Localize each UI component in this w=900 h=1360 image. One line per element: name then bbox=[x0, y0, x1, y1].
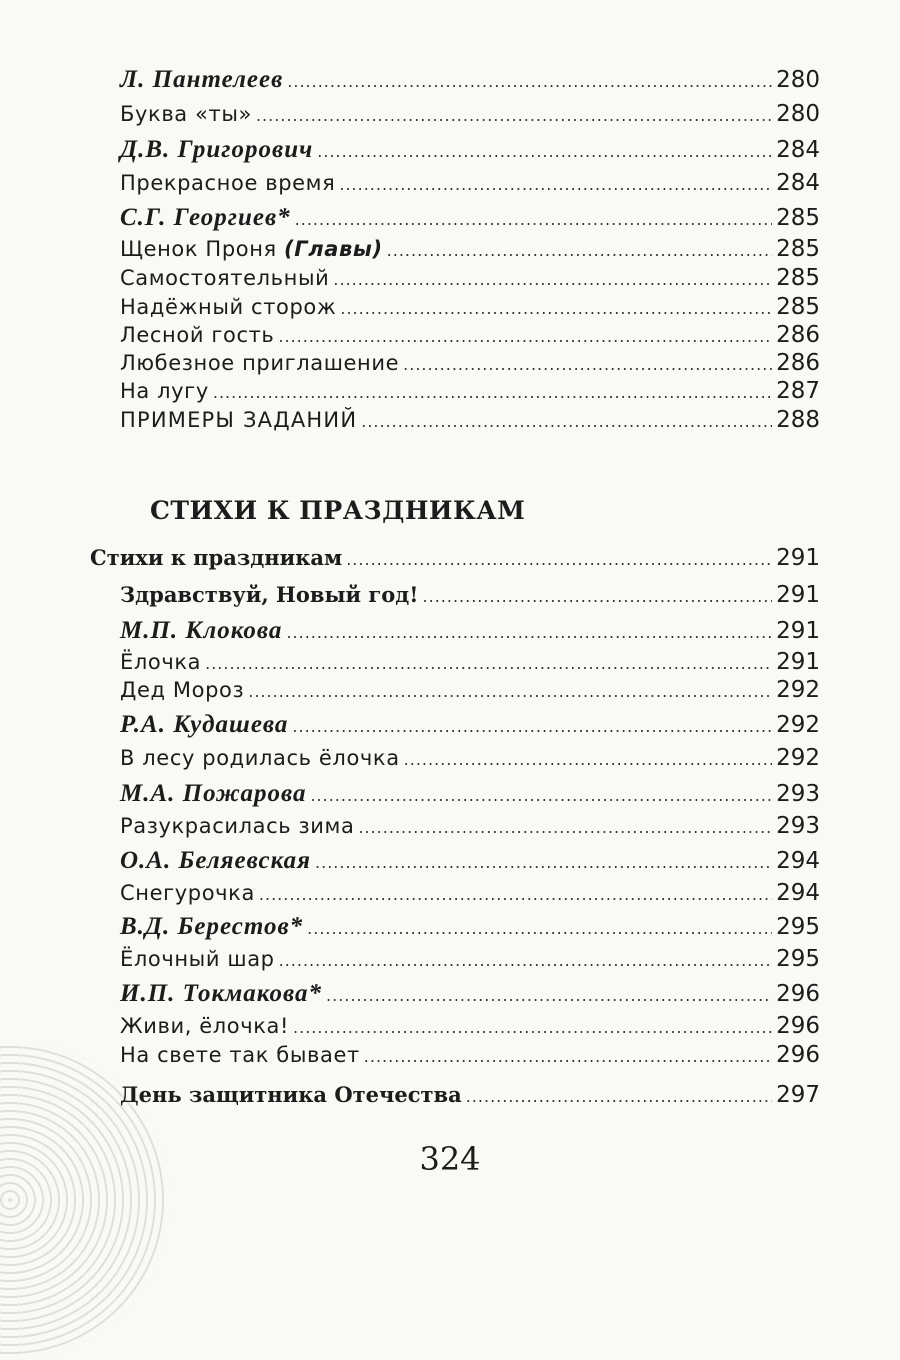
toc-author: И.П. Токмакова* bbox=[120, 980, 323, 1007]
toc-entry bbox=[120, 1082, 820, 1108]
dot-leader bbox=[307, 919, 772, 938]
toc-entry bbox=[120, 322, 820, 348]
toc-author: Л. Пантелеев bbox=[120, 66, 284, 93]
toc-page-number: 285 bbox=[776, 294, 820, 320]
dot-leader bbox=[361, 412, 772, 431]
toc-title: На свете так бывает bbox=[120, 1043, 360, 1067]
toc-title bbox=[120, 237, 383, 261]
dot-leader bbox=[466, 1087, 772, 1106]
dot-leader bbox=[404, 750, 772, 769]
toc-title: Дед Мороз bbox=[120, 678, 245, 702]
dot-leader bbox=[256, 106, 772, 125]
dot-leader bbox=[346, 550, 772, 569]
toc-entry bbox=[120, 649, 820, 675]
toc-entry bbox=[120, 745, 820, 771]
dot-leader bbox=[387, 241, 772, 260]
toc-entry bbox=[120, 1042, 820, 1068]
toc-author: М.А. Пожарова bbox=[120, 780, 307, 807]
toc-entry bbox=[120, 946, 820, 972]
dot-leader bbox=[358, 818, 772, 837]
toc-section: Стихи к праздникам bbox=[90, 545, 343, 570]
toc-title: Ёлочный шар bbox=[120, 947, 275, 971]
toc-author: О.А. Беляевская bbox=[120, 847, 312, 874]
dot-leader bbox=[339, 175, 772, 194]
toc-entry bbox=[120, 204, 820, 232]
toc-page-number: 292 bbox=[776, 677, 820, 703]
toc-page-number: 280 bbox=[776, 101, 820, 127]
toc-entry bbox=[120, 265, 820, 291]
toc-page-number: 296 bbox=[776, 1042, 820, 1068]
toc-title: Разукрасилась зима bbox=[120, 814, 355, 838]
toc-page-number: 295 bbox=[776, 914, 820, 940]
dot-leader bbox=[423, 587, 773, 606]
toc-page-number: 284 bbox=[776, 170, 820, 196]
toc-author: В.Д. Берестов* bbox=[120, 913, 304, 940]
toc-page-number: 296 bbox=[776, 981, 820, 1007]
toc-title-main: Щенок Проня bbox=[120, 237, 277, 261]
dot-leader bbox=[295, 210, 772, 229]
toc-title-note: (Главы) bbox=[284, 237, 383, 261]
dot-leader bbox=[326, 986, 772, 1005]
toc-entry bbox=[120, 350, 820, 376]
toc-entry bbox=[120, 101, 820, 127]
dot-leader bbox=[364, 1047, 772, 1066]
toc-page-number: 285 bbox=[776, 205, 820, 231]
toc-author: С.Г. Георгиев* bbox=[120, 204, 291, 231]
dot-leader bbox=[292, 717, 772, 736]
toc-entry bbox=[120, 407, 820, 433]
toc-title: Снегурочка bbox=[120, 881, 255, 905]
toc-page-number: 286 bbox=[776, 322, 820, 348]
page-number: 324 bbox=[419, 1140, 481, 1178]
toc-page-number: 291 bbox=[776, 545, 820, 571]
toc-author: М.П. Клокова bbox=[120, 617, 283, 644]
toc-entry bbox=[120, 378, 820, 404]
toc-title: Лесной гость bbox=[120, 323, 275, 347]
toc-page-number: 288 bbox=[776, 407, 820, 433]
dot-leader bbox=[279, 951, 772, 970]
toc-page-number: 284 bbox=[776, 137, 820, 163]
toc-page-number: 293 bbox=[776, 781, 820, 807]
dot-leader bbox=[310, 786, 772, 805]
section-title: СТИХИ К ПРАЗДНИКАМ bbox=[150, 496, 526, 525]
dot-leader bbox=[205, 654, 772, 673]
toc-page-number: 291 bbox=[776, 618, 820, 644]
toc-title: Прекрасное время bbox=[120, 171, 336, 195]
toc-page-number: 295 bbox=[776, 946, 820, 972]
toc-subsection: День защитника Отечества bbox=[120, 1082, 462, 1107]
toc-page-number: 280 bbox=[776, 67, 820, 93]
dot-leader bbox=[248, 682, 772, 701]
toc-page-number: 292 bbox=[776, 745, 820, 771]
toc-entry bbox=[120, 880, 820, 906]
dot-leader bbox=[278, 327, 772, 346]
toc-title: Ёлочка bbox=[120, 650, 202, 674]
toc-page-number: 293 bbox=[776, 813, 820, 839]
toc-entry bbox=[120, 236, 820, 262]
toc-entry bbox=[120, 913, 820, 941]
toc-title: Буква «ты» bbox=[120, 102, 252, 126]
toc-page-number: 291 bbox=[776, 582, 820, 608]
toc-title: В лесу родилась ёлочка bbox=[120, 746, 400, 770]
toc-entry bbox=[120, 582, 820, 608]
toc-title: На лугу bbox=[120, 379, 209, 403]
dot-leader bbox=[317, 142, 772, 161]
toc-page-number: 297 bbox=[776, 1082, 820, 1108]
dot-leader bbox=[259, 885, 772, 904]
toc-subsection: Здравствуй, Новый год! bbox=[120, 582, 419, 607]
toc-page-number: 296 bbox=[776, 1013, 820, 1039]
toc-entry bbox=[120, 677, 820, 703]
toc-title: Самостоятельный bbox=[120, 266, 330, 290]
toc-entry bbox=[120, 136, 820, 164]
dot-leader bbox=[287, 72, 772, 91]
dot-leader bbox=[286, 623, 772, 642]
dot-leader bbox=[340, 299, 772, 318]
dot-leader bbox=[293, 1018, 772, 1037]
toc-title: Живи, ёлочка! bbox=[120, 1014, 290, 1038]
toc-title: ПРИМЕРЫ ЗАДАНИЙ bbox=[120, 408, 358, 432]
toc-author: Д.В. Григорович bbox=[120, 136, 314, 163]
toc-page-number: 286 bbox=[776, 350, 820, 376]
toc-entry bbox=[120, 980, 820, 1008]
dot-leader bbox=[315, 853, 772, 872]
toc-page-number: 294 bbox=[776, 848, 820, 874]
toc-entry bbox=[120, 1013, 820, 1039]
toc-page-number: 287 bbox=[776, 378, 820, 404]
toc-entry bbox=[120, 780, 820, 808]
toc-page-number: 285 bbox=[776, 265, 820, 291]
toc-entry bbox=[120, 294, 820, 320]
toc-entry bbox=[120, 170, 820, 196]
toc-page-number: 292 bbox=[776, 712, 820, 738]
toc-entry bbox=[90, 545, 820, 571]
toc-page-number: 294 bbox=[776, 880, 820, 906]
toc-entry bbox=[120, 711, 820, 739]
dot-leader bbox=[213, 383, 772, 402]
dot-leader bbox=[333, 270, 772, 289]
toc-entry bbox=[120, 813, 820, 839]
toc-entry bbox=[120, 617, 820, 645]
toc-title: Надёжный сторож bbox=[120, 295, 337, 319]
toc-entry bbox=[120, 66, 820, 94]
toc-entry bbox=[120, 847, 820, 875]
toc-author: Р.А. Кудашева bbox=[120, 711, 289, 738]
toc-title: Любезное приглашение bbox=[120, 351, 400, 375]
dot-leader bbox=[403, 355, 772, 374]
toc-page-number: 291 bbox=[776, 649, 820, 675]
toc-page-number: 285 bbox=[776, 236, 820, 262]
